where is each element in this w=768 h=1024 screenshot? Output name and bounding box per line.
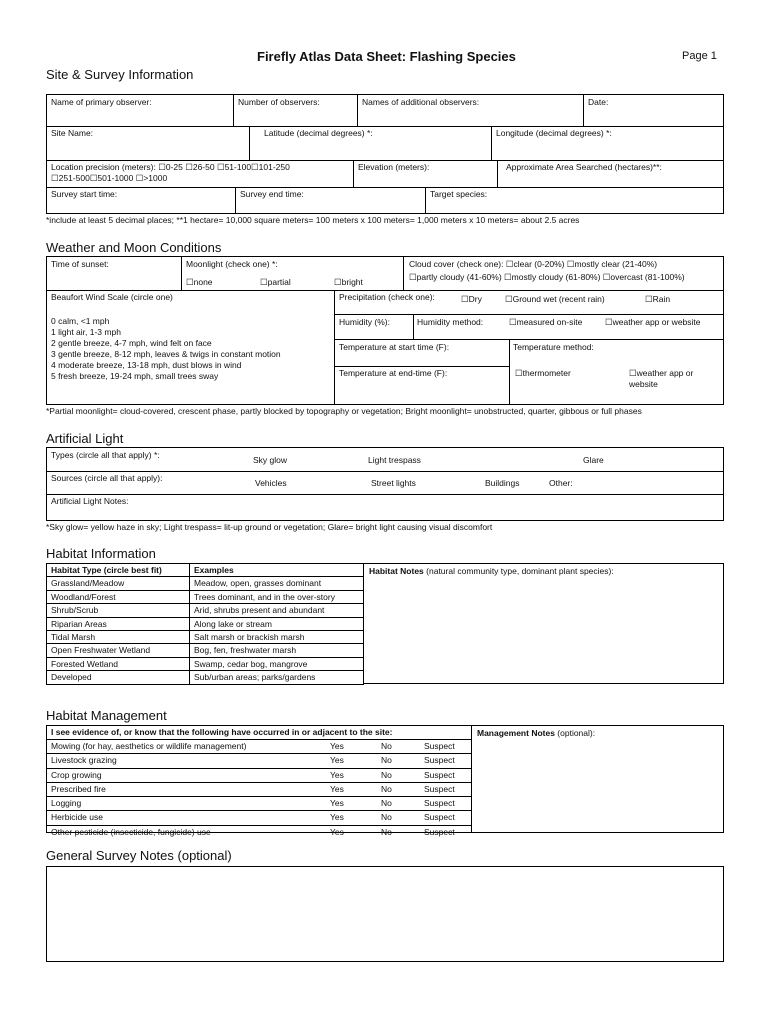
moonlight-label: Moonlight (check one) *: — [186, 259, 278, 269]
humidity-field[interactable]: Humidity (%): — [339, 317, 391, 327]
moon-partial-checkbox[interactable]: ☐partial — [260, 277, 291, 287]
management-practice-label: Herbicide use — [51, 812, 103, 823]
management-row — [47, 811, 471, 825]
management-no-option[interactable]: No — [381, 798, 392, 809]
management-practice-label: Livestock grazing — [51, 755, 117, 766]
management-no-option[interactable]: No — [381, 812, 392, 823]
management-practice-label: Crop growing — [51, 769, 102, 780]
light-trespass-option[interactable]: Light trespass — [368, 455, 421, 465]
management-no-option[interactable]: No — [381, 769, 392, 780]
management-notes-field[interactable]: Management Notes (optional): — [477, 728, 596, 738]
management-suspect-option[interactable]: Suspect — [424, 812, 455, 823]
habitat-section-heading: Habitat Information — [46, 546, 156, 561]
additional-observers-field[interactable]: Names of additional observers: — [357, 95, 583, 126]
management-suspect-option[interactable]: Suspect — [424, 783, 455, 794]
temp-method-field[interactable] — [509, 340, 723, 404]
artificial-light-notes-field[interactable]: Artificial Light Notes: — [51, 496, 129, 506]
precip-wet-checkbox[interactable]: ☐Ground wet (recent rain) — [505, 294, 605, 304]
management-yes-option[interactable]: Yes — [330, 741, 344, 751]
temp-method-label: Temperature method: — [513, 342, 594, 352]
location-precision-field[interactable] — [47, 160, 353, 187]
num-observers-field[interactable]: Number of observers: — [233, 95, 357, 126]
management-yes-option[interactable]: Yes — [330, 755, 344, 766]
habitat-example-cell: Trees dominant, and in the over-story — [190, 590, 364, 603]
temp-thermometer-checkbox[interactable]: ☐thermometer — [515, 368, 571, 378]
artificial-section-heading: Artificial Light — [46, 431, 124, 446]
precip-dry-checkbox[interactable]: ☐Dry — [461, 294, 482, 304]
habitat-row[interactable] — [47, 671, 364, 684]
habitat-example-cell: Sub/urban areas; parks/gardens — [190, 671, 364, 684]
beaufort-option[interactable]: 5 fresh breeze, 19-24 mph, small trees sway — [51, 371, 219, 381]
latitude-field[interactable]: Latitude (decimal degrees) *: — [249, 126, 491, 160]
habitat-type-cell[interactable]: Forested Wetland — [47, 657, 190, 670]
management-suspect-option[interactable]: Suspect — [424, 741, 455, 751]
primary-observer-field[interactable]: Name of primary observer: — [51, 97, 152, 107]
date-field[interactable]: Date: — [583, 95, 723, 126]
survey-start-field[interactable]: Survey start time: — [51, 189, 118, 199]
habitat-row[interactable] — [47, 617, 364, 630]
habitat-example-cell: Swamp, cedar bog, mangrove — [190, 657, 364, 670]
artificial-footnote: *Sky glow= yellow haze in sky; Light trespass= lit-up ground or vegetation; Glare= bright light causing visual discomfort — [46, 522, 493, 532]
habitat-type-cell[interactable]: Tidal Marsh — [47, 630, 190, 643]
area-searched-field[interactable]: Approximate Area Searched (hectares)**: — [497, 160, 723, 187]
light-types-label: Types (circle all that apply) *: — [51, 450, 160, 460]
habitat-examples-header: Examples — [190, 564, 364, 577]
site-name-field[interactable]: Site Name: — [51, 128, 94, 138]
management-suspect-option[interactable]: Suspect — [424, 826, 455, 837]
glare-option[interactable]: Glare — [583, 455, 604, 465]
vehicles-option[interactable]: Vehicles — [255, 478, 287, 488]
habitat-example-cell: Meadow, open, grasses dominant — [190, 577, 364, 590]
precip-rain-checkbox[interactable]: ☐Rain — [645, 294, 671, 304]
management-yes-option[interactable]: Yes — [330, 826, 344, 837]
page-title: Firefly Atlas Data Sheet: Flashing Species — [257, 49, 516, 64]
precipitation-field[interactable] — [335, 290, 723, 314]
beaufort-option[interactable]: 0 calm, <1 mph — [51, 316, 110, 326]
precip-label: Precipitation (check one): — [339, 292, 435, 302]
site-form-box — [46, 94, 724, 214]
habitat-type-cell[interactable]: Open Freshwater Wetland — [47, 644, 190, 657]
beaufort-option[interactable]: 4 moderate breeze, 13-18 mph, dust blows in wind — [51, 360, 242, 370]
cloud-cover-field[interactable] — [405, 257, 723, 290]
habitat-notes-field[interactable]: Habitat Notes (natural community type, dominant plant species): — [363, 563, 724, 684]
humidity-method-field[interactable] — [413, 315, 723, 339]
management-practice-label: Mowing (for hay, aesthetics or wildlife management) — [51, 741, 247, 751]
management-practice-label: Prescribed fire — [51, 783, 106, 794]
survey-end-field[interactable]: Survey end time: — [235, 187, 425, 213]
management-form-box — [46, 725, 724, 837]
habitat-type-cell[interactable]: Developed — [47, 671, 190, 684]
habitat-row[interactable] — [47, 657, 364, 670]
management-row — [47, 783, 471, 797]
management-yes-option[interactable]: Yes — [330, 769, 344, 780]
management-row — [47, 740, 471, 754]
site-section-heading: Site & Survey Information — [46, 67, 194, 82]
artificial-form-box — [46, 447, 724, 521]
moon-none-checkbox[interactable]: ☐none — [186, 277, 213, 287]
habitat-row[interactable] — [47, 630, 364, 643]
management-rows — [47, 740, 471, 839]
site-footnote: *include at least 5 decimal places; **1 hectare= 10,000 square meters= 100 meters x 100 meters= 1,000 meters x 10 meters= about 2.5 acres — [46, 215, 580, 225]
elevation-field[interactable]: Elevation (meters): — [353, 160, 497, 187]
other-light-source-field[interactable]: Other: — [549, 478, 573, 488]
beaufort-list — [51, 316, 330, 382]
target-species-field[interactable]: Target species: — [425, 187, 723, 213]
management-row — [47, 797, 471, 811]
habitat-type-cell[interactable]: Grassland/Meadow — [47, 577, 190, 590]
habitat-row[interactable] — [47, 644, 364, 657]
beaufort-option[interactable]: 2 gentle breeze, 4-7 mph, wind felt on face — [51, 338, 212, 348]
management-yes-option[interactable]: Yes — [330, 812, 344, 823]
habitat-row[interactable] — [47, 590, 364, 603]
buildings-option[interactable]: Buildings — [485, 478, 520, 488]
management-row — [47, 826, 471, 839]
page-number: Page 1 — [682, 50, 717, 62]
management-no-option[interactable]: No — [381, 826, 392, 837]
management-suspect-option[interactable]: Suspect — [424, 769, 455, 780]
humidity-app-checkbox[interactable]: ☐weather app or website — [605, 317, 701, 327]
habitat-type-cell[interactable]: Woodland/Forest — [47, 590, 190, 603]
beaufort-option[interactable]: 3 gentle breeze, 8-12 mph, leaves & twigs in constant motion — [51, 349, 281, 359]
habitat-example-cell: Bog, fen, freshwater marsh — [190, 644, 364, 657]
precision-options-line1: Location precision (meters): ☐0-25 ☐26-50 ☐51-100☐101-250 — [51, 162, 290, 172]
beaufort-option[interactable]: 1 light air, 1-3 mph — [51, 327, 121, 337]
weather-section-heading: Weather and Moon Conditions — [46, 240, 222, 255]
sunset-field[interactable]: Time of sunset: — [51, 259, 109, 269]
weather-footnote: *Partial moonlight= cloud-covered, crescent phase, partly blocked by topography or vegetation; Bright moonlight= unobstructed, quarter, gibbous or full phases — [46, 406, 642, 416]
management-yes-option[interactable]: Yes — [330, 798, 344, 809]
beaufort-title: Beaufort Wind Scale (circle one) — [51, 292, 173, 302]
general-notes-heading: General Survey Notes (optional) — [46, 848, 232, 863]
habitat-type-cell[interactable]: Riparian Areas — [47, 617, 190, 630]
management-practice-label: Logging — [51, 798, 82, 809]
habitat-type-header: Habitat Type (circle best fit) — [47, 564, 190, 577]
temp-app-checkbox[interactable]: ☐weather app or website — [629, 368, 694, 389]
habitat-example-cell: Along lake or stream — [190, 617, 364, 630]
management-row — [47, 754, 471, 768]
moon-bright-checkbox[interactable]: ☐bright — [334, 277, 363, 287]
humidity-measured-checkbox[interactable]: ☐measured on-site — [509, 317, 583, 327]
habitat-row[interactable] — [47, 577, 364, 590]
management-section-heading: Habitat Management — [46, 708, 167, 723]
management-header: I see evidence of, or know that the following have occurred in or adjacent to the site: — [51, 727, 393, 737]
sky-glow-option[interactable]: Sky glow — [253, 455, 288, 465]
management-row — [47, 769, 471, 783]
management-yes-option[interactable]: Yes — [330, 783, 344, 794]
beaufort-field[interactable] — [47, 290, 335, 404]
temp-start-field[interactable]: Temperature at start time (F): — [339, 342, 450, 352]
general-notes-field[interactable] — [46, 866, 724, 962]
habitat-example-cell: Arid, shrubs present and abundant — [190, 604, 364, 617]
management-practice-label: Other pesticide (insecticide, fungicide) use — [51, 826, 211, 837]
cloud-options-line2: ☐partly cloudy (41-60%) ☐mostly cloudy (61-80%) ☐overcast (81-100%) — [409, 272, 685, 282]
management-no-option[interactable]: No — [381, 783, 392, 794]
habitat-type-cell[interactable]: Shrub/Scrub — [47, 604, 190, 617]
management-suspect-option[interactable]: Suspect — [424, 798, 455, 809]
cloud-options-line1: Cloud cover (check one): ☐clear (0-20%) ☐mostly clear (21-40%) — [409, 259, 658, 269]
management-no-option[interactable]: No — [381, 755, 392, 766]
habitat-example-cell: Salt marsh or brackish marsh — [190, 630, 364, 643]
habitat-type-table — [46, 563, 364, 685]
habitat-row[interactable] — [47, 604, 364, 617]
street-lights-option[interactable]: Street lights — [371, 478, 416, 488]
precision-options-line2: ☐251-500☐501-1000 ☐>1000 — [51, 173, 168, 183]
light-sources-label: Sources (circle all that apply): — [51, 473, 163, 483]
weather-form-box — [46, 256, 724, 405]
longitude-field[interactable]: Longitude (decimal degrees) *: — [491, 126, 723, 160]
management-suspect-option[interactable]: Suspect — [424, 755, 455, 766]
management-no-option[interactable]: No — [381, 741, 392, 751]
humidity-method-label: Humidity method: — [417, 317, 484, 327]
temp-end-field[interactable]: Temperature at end-time (F): — [339, 368, 448, 378]
